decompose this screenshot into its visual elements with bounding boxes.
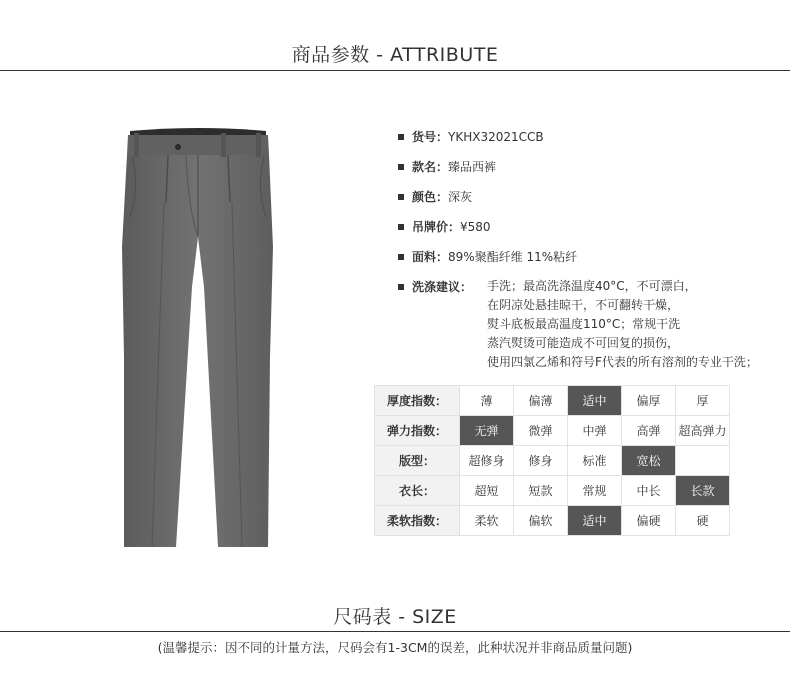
property-option: 超短 xyxy=(460,476,514,506)
property-option-selected: 无弹 xyxy=(460,416,514,446)
property-row xyxy=(375,476,730,506)
property-option: 偏硬 xyxy=(622,506,676,536)
property-option: 标准 xyxy=(568,446,622,476)
size-divider xyxy=(0,631,790,632)
property-option: 修身 xyxy=(514,446,568,476)
property-option: 中长 xyxy=(622,476,676,506)
attr-wash-key: 洗涤建议： xyxy=(398,278,472,295)
property-row xyxy=(375,386,730,416)
property-option: 高弹 xyxy=(622,416,676,446)
bullet-square-icon xyxy=(398,254,404,260)
property-option: 厚 xyxy=(676,386,730,416)
property-row xyxy=(375,506,730,536)
property-option: 硬 xyxy=(676,506,730,536)
property-label: 柔软指数： xyxy=(375,506,460,536)
property-option: 超修身 xyxy=(460,446,514,476)
property-option: 偏薄 xyxy=(514,386,568,416)
property-option: 常规 xyxy=(568,476,622,506)
property-option: 中弹 xyxy=(568,416,622,446)
property-row xyxy=(375,416,730,446)
property-option: 偏厚 xyxy=(622,386,676,416)
property-option: 柔软 xyxy=(460,506,514,536)
attr-fabric: 面料：89%聚酯纤维 11%粘纤 xyxy=(398,248,577,265)
property-option: 微弹 xyxy=(514,416,568,446)
property-index-table xyxy=(374,385,730,536)
attribute-divider xyxy=(0,70,790,71)
property-label: 弹力指数： xyxy=(375,416,460,446)
bullet-square-icon xyxy=(398,224,404,230)
bullet-square-icon xyxy=(398,284,404,290)
wash-instructions: 手洗；最高洗涤温度40°C，不可漂白， 在阴凉处悬挂晾干，不可翻转干燥， 熨斗底板最高温度110°C；常规干洗 蒸汽熨烫可能造成不可回复的损伤， 使用四氯乙烯和符号F代表的所有溶剂的专业干洗； xyxy=(487,279,758,369)
attr-style-name: 款名：臻品西裤 xyxy=(398,158,496,175)
attr-tag-price: 吊牌价：¥580 xyxy=(398,218,491,235)
size-section-title: 尺码表 - SIZE xyxy=(333,606,457,628)
property-option: 偏软 xyxy=(514,506,568,536)
attr-color: 颜色：深灰 xyxy=(398,188,472,205)
property-label: 版型： xyxy=(375,446,460,476)
property-option-selected: 适中 xyxy=(568,506,622,536)
property-option: 超高弹力 xyxy=(676,416,730,446)
property-option-selected: 长款 xyxy=(676,476,730,506)
property-option-selected: 适中 xyxy=(568,386,622,416)
property-label: 厚度指数： xyxy=(375,386,460,416)
attr-item-number: 货号：YKHX32021CCB xyxy=(398,128,544,145)
property-option: 薄 xyxy=(460,386,514,416)
bullet-square-icon xyxy=(398,164,404,170)
property-option-selected: 宽松 xyxy=(622,446,676,476)
bullet-square-icon xyxy=(398,194,404,200)
property-option: 短款 xyxy=(514,476,568,506)
measurement-note: (温馨提示：因不同的计量方法，尺码会有1-3CM的误差，此种状况并非商品质量问题) xyxy=(157,640,633,655)
attribute-section-title: 商品参数 - ATTRIBUTE xyxy=(291,44,499,66)
property-option xyxy=(676,446,730,476)
property-row xyxy=(375,446,730,476)
property-label: 衣长： xyxy=(375,476,460,506)
product-trousers-image xyxy=(118,127,278,551)
bullet-square-icon xyxy=(398,134,404,140)
